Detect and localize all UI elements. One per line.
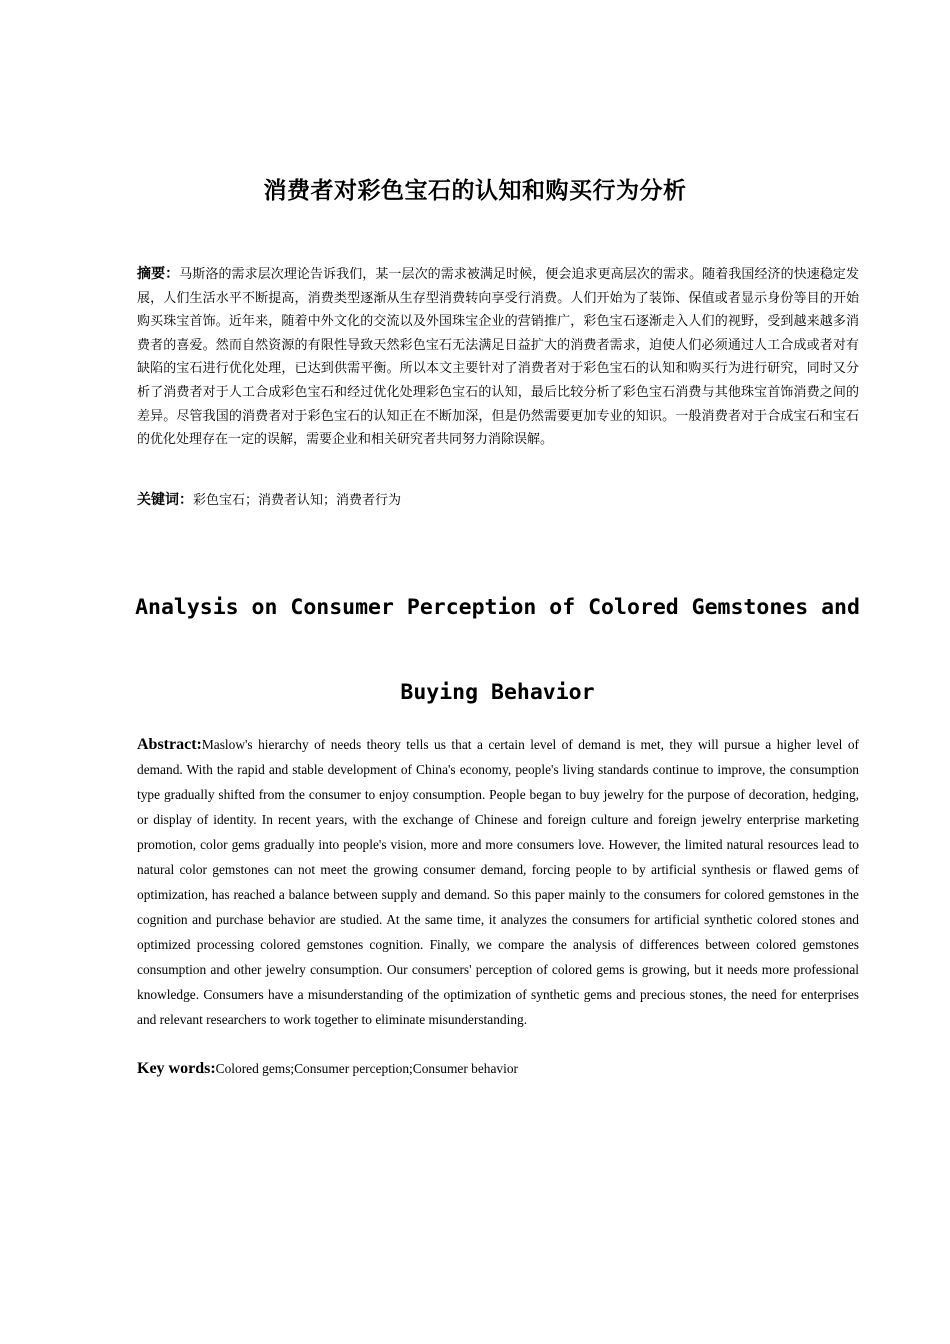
- english-abstract-label: Abstract:: [137, 736, 202, 753]
- chinese-abstract: [137, 263, 859, 452]
- chinese-keywords-text: 彩色宝石；消费者认知；消费者行为: [193, 493, 402, 508]
- chinese-title: 消费者对彩色宝石的认知和购买行为分析: [263, 178, 687, 204]
- chinese-abstract-text: 马斯洛的需求层次理论告诉我们，某一层次的需求被满足时候，便会追求更高层次的需求。随着我国经济的快速稳定发展，人们生活水平不断提高，消费类型逐渐从生存型消费转向享受行消费。人们开始为了装饰、保值或者显示身份等目的开始购买珠宝首饰。近年来，随着中外文化的交流以及外国珠宝企业的营销推广，彩色宝石逐渐走入人们的视野，受到越来越多消费者的喜爱。然而自然资源的有限性导致天然彩色宝石无法满足日益扩大的消费者需求，迫使人们必须通过人工合成或者对有缺陷的宝石进行优化处理，已达到供需平衡。所以本文主要针对了消费者对于彩色宝石的认知和购买行为进行研究，同时又分析了消费者对于人工合成彩色宝石和经过优化处理彩色宝石的认知，最后比较分析了彩色宝石消费与其他珠宝首饰消费之间的差异。尽管我国的消费者对于彩色宝石的认知正在不断加深，但是仍然需要更加专业的知识。一般消费者对于合成宝石和宝石的优化处理存在一定的误解，需要企业和相关研究者共同努力消除误解。: [137, 267, 859, 448]
- english-keywords-text: Colored gems;Consumer perception;Consumer behavior: [215, 1061, 518, 1076]
- english-keywords-label: Key words:: [137, 1060, 216, 1077]
- english-title: Analysis on Consumer Perception of Colored Gemstones and Buying Behavior: [135, 595, 860, 705]
- english-abstract-text: Maslow's hierarchy of needs theory tells us that a certain level of demand is met, they will pursue a higher level of demand. With the rapid and stable development of China's economy, people's living standards continue to improve, the consumption type gradually shifted from the consumer to enjoy consumption. People began to buy jewelry for the purpose of decoration, hedging, or display of identity. In recent years, with the exchange of Chinese and foreign culture and foreign jewelry enterprise marketing promotion, color gems gradually into people's vision, more and more consumers love. However, the limited natural resources lead to natural color gemstones can not meet the growing consumer demand, forcing people to by artificial synthesis or flawed gems of optimization, has reached a balance between supply and demand. So this paper mainly to the consumers for colored gemstones in the cognition and purchase behavior are studied. At the same time, it analyzes the consumers for artificial synthetic colored stones and optimized processing colored gemstones cognition. Finally, we compare the analysis of differences between colored gemstones consumption and other jewelry consumption. Our consumers' perception of colored gems is growing, but it needs more professional knowledge. Consumers have a misunderstanding of the optimization of synthetic gems and precious stones, the need for enterprises and relevant researchers to work together to eliminate misunderstanding.: [137, 737, 859, 1027]
- chinese-keywords: [137, 488, 859, 513]
- chinese-abstract-label: 摘要：: [137, 266, 180, 282]
- english-abstract: [137, 732, 859, 1032]
- chinese-keywords-label: 关键词：: [137, 492, 193, 508]
- english-keywords: [137, 1057, 859, 1081]
